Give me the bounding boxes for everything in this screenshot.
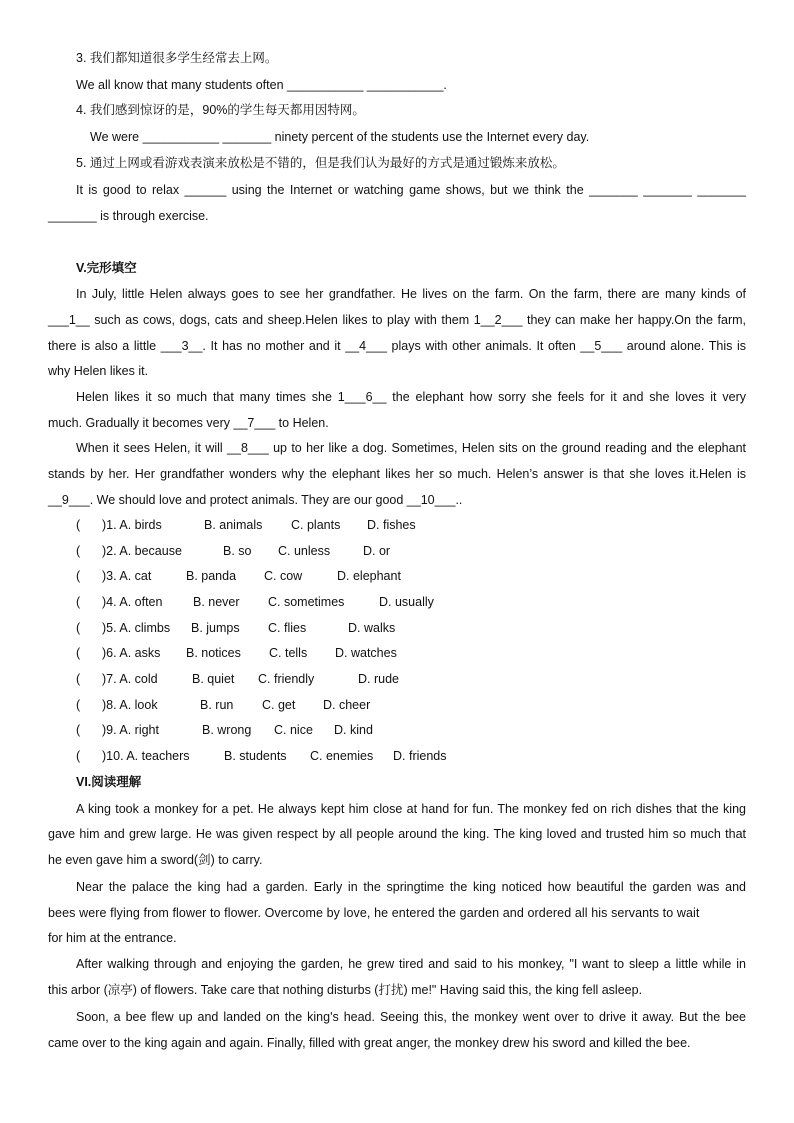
cloze-line: ___1__ such as cows, dogs, cats and sheep.Helen likes to play with them 1__2___ they can make her happy.On the farm, — [48, 313, 746, 327]
reading-line: Soon, a bee flew up and landed on the king's head. Seeing this, the monkey went over to drive it away. But the bee — [76, 1010, 746, 1024]
option-a: )10. A. teachers — [102, 749, 190, 763]
option-c: C. enemies — [310, 749, 374, 763]
option-d: D. usually — [379, 595, 434, 609]
q5-chinese: 5. 通过上网或看游戏表演来放松是不错的，但是我们认为最好的方式是通过锻炼来放松。 — [76, 156, 565, 170]
option-c: C. unless — [278, 544, 331, 558]
option-b: B. never — [193, 595, 240, 609]
q4-chinese: 4. 我们感到惊讶的是，90%的学生每天都用因特网。 — [76, 103, 365, 117]
option-b: B. wrong — [202, 723, 252, 737]
option-a: )4. A. often — [102, 595, 163, 609]
answer-bracket[interactable]: ( — [76, 621, 81, 635]
option-c: C. nice — [274, 723, 313, 737]
option-d: D. friends — [393, 749, 447, 763]
answer-bracket[interactable]: ( — [76, 646, 81, 660]
option-b: B. animals — [204, 518, 263, 532]
option-d: D. or — [363, 544, 391, 558]
option-b: B. notices — [186, 646, 241, 660]
option-d: D. watches — [335, 646, 397, 660]
option-c: C. friendly — [258, 672, 315, 686]
option-c: C. cow — [264, 569, 303, 583]
option-d: D. elephant — [337, 569, 401, 583]
q5-english-line1: It is good to relax ______ using the Internet or watching game shows, but we think the _______ _______ _______ — [76, 183, 746, 197]
option-a: )6. A. asks — [102, 646, 161, 660]
option-b: B. quiet — [192, 672, 235, 686]
option-c: C. sometimes — [268, 595, 345, 609]
cloze-line: In July, little Helen always goes to see her grandfather. He lives on the farm. On the farm, there are many kinds of — [76, 287, 746, 301]
answer-bracket[interactable]: ( — [76, 672, 81, 686]
option-b: B. jumps — [191, 621, 240, 635]
option-a: )2. A. because — [102, 544, 182, 558]
option-a: )8. A. look — [102, 698, 158, 712]
reading-line: A king took a monkey for a pet. He always kept him close at hand for fun. The monkey fed on rich dishes that the king — [76, 802, 746, 816]
option-c: C. flies — [268, 621, 307, 635]
reading-line: came over to the king again and again. Finally, filled with great anger, the monkey drew his sword and killed the bee. — [48, 1036, 691, 1050]
option-b: B. students — [224, 749, 287, 763]
option-a: )5. A. climbs — [102, 621, 171, 635]
option-a: )9. A. right — [102, 723, 159, 737]
reading-heading: VI.阅读理解 — [76, 775, 142, 789]
reading-line: Near the palace the king had a garden. Early in the springtime the king noticed how beautiful the garden was and — [76, 880, 746, 894]
reading-line: for him at the entrance. — [48, 931, 177, 945]
q3-english: We all know that many students often ___________ ___________. — [76, 78, 447, 92]
option-b: B. run — [200, 698, 234, 712]
option-a: )1. A. birds — [102, 518, 162, 532]
answer-bracket[interactable]: ( — [76, 723, 81, 737]
option-d: D. walks — [348, 621, 396, 635]
cloze-line: __9___. We should love and protect animals. They are our good __10___.. — [48, 493, 463, 507]
answer-bracket[interactable]: ( — [76, 595, 81, 609]
q3-chinese: 3. 我们都知道很多学生经常去上网。 — [76, 51, 278, 65]
option-d: D. fishes — [367, 518, 416, 532]
reading-line: this arbor (凉亭) of flowers. Take care that nothing disturbs (打扰) me!" Having said this, the king fell asleep. — [48, 983, 643, 997]
cloze-line: there is also a little ___3__. It has no mother and it __4___ plays with other animals. It often __5___ around alone. This is — [48, 339, 746, 353]
answer-bracket[interactable]: ( — [76, 544, 81, 558]
answer-bracket[interactable]: ( — [76, 518, 81, 532]
option-c: C. tells — [269, 646, 308, 660]
option-d: D. kind — [334, 723, 373, 737]
reading-line: he even gave him a sword(剑) to carry. — [48, 853, 263, 867]
q5-english-line2: _______ is through exercise. — [48, 209, 209, 223]
reading-line: After walking through and enjoying the garden, he grew tired and said to his monkey, "I want to sleep a little while in — [76, 957, 746, 971]
cloze-line: Helen likes it so much that many times she 1___6__ the elephant how sorry she feels for it and she loves it very — [76, 390, 746, 404]
cloze-line: much. Gradually it becomes very __7___ to Helen. — [48, 416, 329, 430]
option-d: D. rude — [358, 672, 399, 686]
option-b: B. so — [223, 544, 252, 558]
cloze-line: why Helen likes it. — [48, 364, 149, 378]
reading-line: bees were flying from flower to flower. Overcome by love, he entered the garden and ordered all his servants to wait — [48, 906, 700, 920]
q4-english: We were ___________ _______ ninety percent of the students use the Internet every day. — [90, 130, 590, 144]
option-c: C. get — [262, 698, 296, 712]
cloze-heading: V.完形填空 — [76, 261, 137, 275]
option-c: C. plants — [291, 518, 341, 532]
reading-line: gave him and grew large. He was given respect by all people around the king. The king loved and trusted him so much that — [48, 827, 746, 841]
cloze-line: When it sees Helen, it will __8___ up to her like a dog. Sometimes, Helen sits on the ground reading and the elephant — [76, 441, 746, 455]
option-b: B. panda — [186, 569, 237, 583]
cloze-line: stands by her. Her grandfather wonders why the elephant likes her so much. Helen’s answer is that she loves it.Helen is — [48, 467, 746, 481]
answer-bracket[interactable]: ( — [76, 698, 81, 712]
answer-bracket[interactable]: ( — [76, 749, 81, 763]
option-a: )3. A. cat — [102, 569, 152, 583]
option-a: )7. A. cold — [102, 672, 158, 686]
option-d: D. cheer — [323, 698, 371, 712]
answer-bracket[interactable]: ( — [76, 569, 81, 583]
